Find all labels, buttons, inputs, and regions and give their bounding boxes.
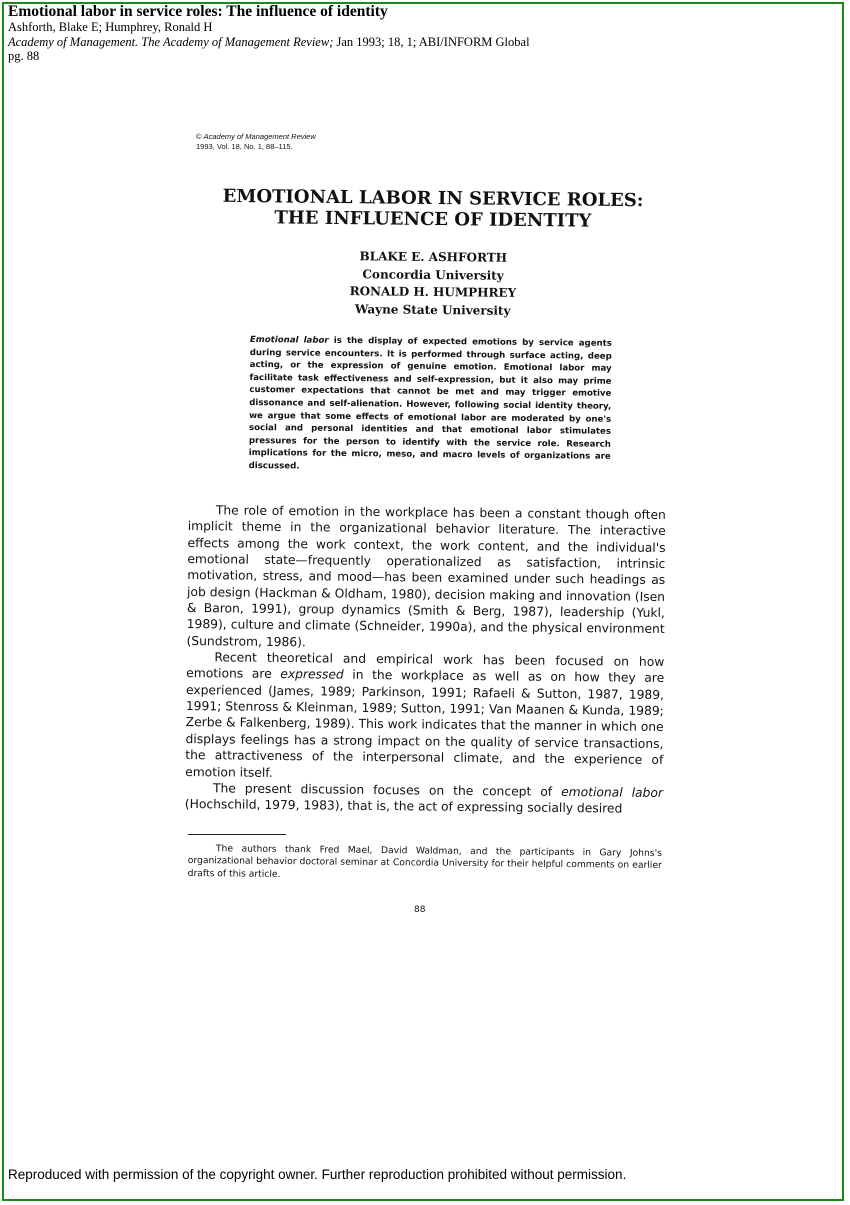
footnote: The authors thank Fred Mael, David Waldman, and the participants in Gary Johns's organizational behavior doctoral seminar at Concordia University for their helpful comments on earlier drafts of this article.	[187, 843, 662, 880]
author2-name: RONALD H. HUMPHREY	[349, 284, 517, 300]
body-paragraph-3-a: The present discussion focuses on the concept of	[212, 781, 562, 799]
article-title-line1: EMOTIONAL LABOR IN SERVICE ROLES:	[222, 185, 644, 212]
citation-authors: Ashforth, Blake E; Humphrey, Ronald H	[8, 20, 213, 34]
citation-journal: Academy of Management. The Academy of Management Review;	[8, 34, 334, 49]
author2-affiliation: Wayne State University	[354, 301, 511, 318]
citation-source	[8, 35, 530, 50]
article-body	[185, 502, 666, 818]
body-paragraph-3-b: (Hochschild, 1979, 1983), that is, the act of expressing socially desired	[184, 797, 623, 816]
body-paragraph-2-a: Recent theoretical and empirical work has been focused on how emotions are	[186, 650, 665, 682]
author1-name: BLAKE E. ASHFORTH	[359, 249, 508, 265]
body-paragraph-2-emphasis: expressed	[280, 667, 344, 683]
copyright-notice: Reproduced with permission of the copyright owner. Further reproduction prohibited without permission.	[8, 1167, 627, 1182]
author-block	[280, 247, 587, 320]
page-number: 88	[414, 905, 426, 915]
copyright-symbol: ©	[196, 132, 202, 141]
body-paragraph-3-emphasis: emotional labor	[561, 784, 664, 800]
body-paragraph-2	[185, 649, 664, 785]
journal-note-line1	[196, 132, 316, 142]
journal-name: Academy of Management Review	[203, 132, 316, 141]
body-paragraph-1: The role of emotion in the workplace has been a constant though often implicit theme in the organizational behavior literature. The interactive effects among the work context, the work content, and the individual's emotional state—frequently operationalized as satisfaction, intrinsic motivation, stress, and mood—has been examined under such headings as job design (Hackman & Oldham, 1980), decision making and innovation (Isen & Baron, 1991), group dynamics (Smith & Berg, 1987), leadership (Yukl, 1989), culture and climate (Schneider, 1990a), and the physical environment (Sundstrom, 1986).	[186, 503, 666, 649]
journal-note	[196, 132, 316, 152]
article-title	[190, 185, 676, 232]
citation-source-details: Jan 1993; 18, 1; ABI/INFORM Global	[333, 34, 530, 49]
abstract-lead: Emotional labor	[249, 334, 329, 346]
citation-title: Emotional labor in service roles: The influence of identity	[8, 3, 388, 20]
footnote-divider	[188, 834, 286, 835]
body-paragraph-3	[185, 780, 663, 818]
article-title-line2: THE INFLUENCE OF IDENTITY	[274, 207, 592, 232]
abstract-text: is the display of expected emotions by service agents during service encounters. It is performed through surface acting, deep acting, or the expression of genuine emotion. Emotional labor may facilitate task effectiveness and self-expression, but it also may prime customer expectations that cannot be met and may trigger emotive dissonance and self-alienation. However, following social identity theory, we argue that some effects of emotional labor are moderated by one's social and personal identities and that emotional labor stimulates pressures for the person to identify with the service role. Research implications for the micro, meso, and macro levels of organizations are discussed.	[248, 335, 612, 472]
citation-header	[8, 3, 530, 64]
citation-page: pg. 88	[8, 49, 40, 63]
body-paragraph-2-b: in the workplace as well as on how they are experienced (James, 1989; Parkinson, 1991; Rafaeli & Sutton, 1987, 1989, 1991; Stenross & Kleinman, 1989; Sutton, 1991; Van Maanen & Kunda, 1989; Zerbe & Falkenberg, 1989). This work indicates that the manner in which one displays feelings has a strong impact on the quality of service transactions, the attractiveness of the interpersonal climate, and the experience of emotion itself.	[185, 668, 665, 780]
abstract	[249, 334, 612, 476]
journal-issue: 1993, Vol. 18, No. 1, 88–115.	[196, 142, 293, 151]
author1-affiliation: Concordia University	[362, 266, 504, 283]
